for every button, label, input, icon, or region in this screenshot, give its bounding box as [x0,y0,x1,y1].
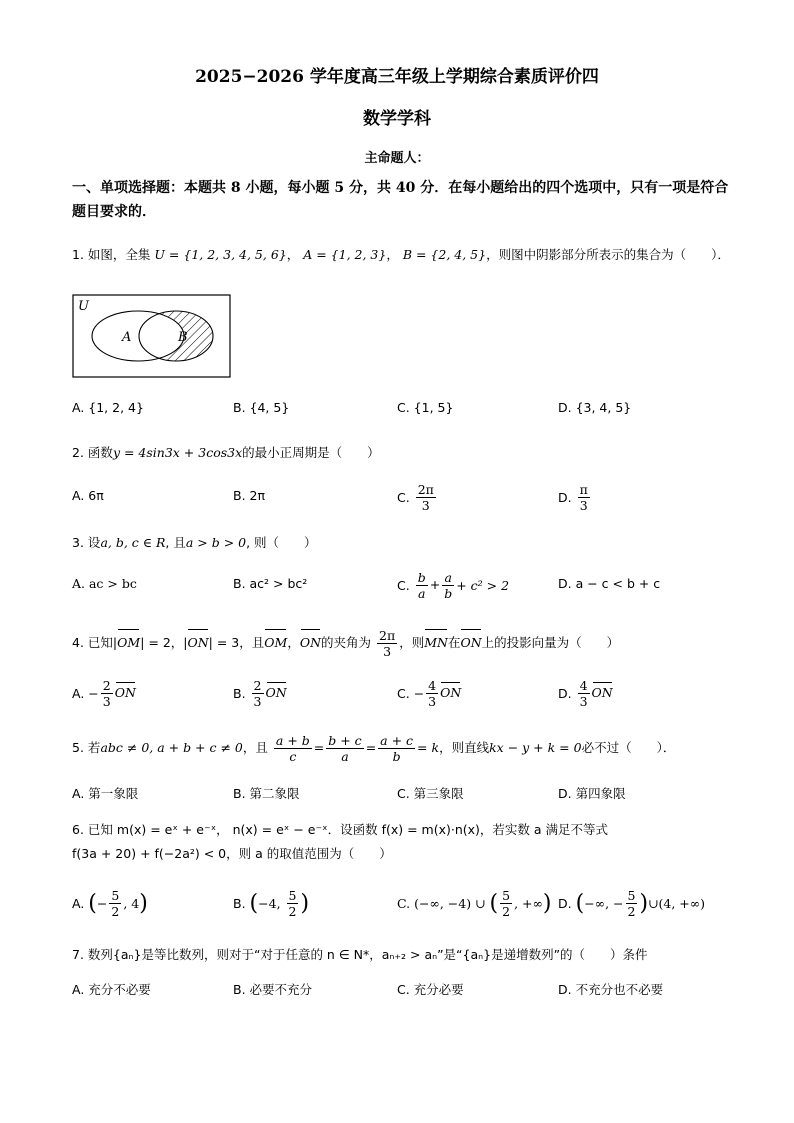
q2-options [72,482,732,512]
q5-option-a[interactable]: A. 第一象限 [72,786,139,801]
q3-options [72,570,732,600]
q7-option-c[interactable]: C. 充分必要 [397,982,464,997]
set-b: B = {2, 4, 5} [402,247,487,262]
function-expr: y = 4sin3x + 3cos3x [112,445,243,460]
q1-option-a[interactable]: A. {1, 2, 4} [72,400,144,415]
author-line: 主命题人： [364,151,430,166]
q6-option-c[interactable]: C. (−∞, −4) ∪ ( $\frac{5}{2}$ , +∞) [397,888,552,919]
q6-option-d[interactable]: D. (−∞, − $\frac{5}{2}$ )∪(4, +∞) [558,888,706,919]
q3-option-a[interactable]: A. ac > bc [72,576,137,591]
q5-options [72,784,732,814]
q7-option-a[interactable]: A. 充分不必要 [72,982,151,997]
question-6: 6. 已知 m(x) = eˣ + e⁻ˣ， n(x) = eˣ − e⁻ˣ．设函数 f(x) = m(x)·n(x)，若实数 a 满足不等式 f(3a + 20) + f(−2a²) < 0，则 a 的取值范围为（ ） [72,822,609,861]
q4-option-a[interactable]: A. − $\frac{2}{3}$ ON [72,678,136,709]
q4-option-d[interactable]: D. $\frac{4}{3}$ ON [558,678,613,709]
question-4: 4. 已知|OM| = 2，|ON| = 3，且OM，ON的夹角为 $\frac{2\pi}{3}$ ，则MN在ON上的投影向量为（ ） [72,628,620,659]
q4-option-c[interactable]: C. − $\frac{4}{3}$ ON [397,678,462,709]
vector-om: OM [117,632,140,654]
q2-option-b[interactable]: B. 2π [233,488,266,503]
q1-option-d[interactable]: D. {3, 4, 5} [558,400,632,415]
q7-option-d[interactable]: D. 不充分也不必要 [558,982,664,997]
q6-options [72,888,732,928]
q6-option-a[interactable]: A. (− $\frac{5}{2}$ , 4) [72,888,148,919]
fraction: $\frac{\pi}{3}$ [579,482,588,513]
universal-set: U = {1, 2, 3, 4, 5, 6} [154,247,287,262]
vector-mn: MN [424,632,448,654]
q2-option-d[interactable]: D. $\frac{\pi}{3}$ [558,482,588,513]
q7-options [72,980,732,1010]
question-1: 1. 如图，全集 U = {1, 2, 3, 4, 5, 6}， A = {1, 2, 3}， B = {2, 4, 5}，则图中阴影部分所表示的集合为（ ）． [72,247,730,262]
set-a: A = {1, 2, 3} [303,247,387,262]
q4-options [72,678,732,708]
q3-option-c[interactable]: C. $\frac{b}{a}$ + $\frac{a}{b}$ + c² > 2 [397,570,510,601]
q3-option-d[interactable]: D. a − c < b + c [558,576,661,591]
q2-option-c[interactable]: C. $\frac{2\pi}{3}$ [397,482,434,513]
question-3: 3. 设a, b, c ∈ R, 且a > b > 0, 则（ ） [72,535,317,550]
fraction: $\frac{2\pi}{3}$ [417,482,434,513]
q5-option-d[interactable]: D. 第四象限 [558,786,626,801]
q5-option-c[interactable]: C. 第三象限 [397,786,464,801]
label-a: A [122,330,132,345]
line-equation: kx − y + k = 0 [489,740,582,755]
venn-diagram [72,294,232,380]
section-heading: 一、单项选择题：本题共 8 小题，每小题 5 分，共 40 分．在每小题给出的四个选项中，只有一项是符合题目要求的． [72,180,729,220]
question-7: 7. 数列{aₙ}是等比数列，则对于“对于任意的 n ∈ N*，aₙ₊₂ > aₙ”是“{aₙ}是递增数列”的（ ）条件 [72,947,648,962]
q4-option-b[interactable]: B. $\frac{2}{3}$ ON [233,678,287,709]
q5-option-b[interactable]: B. 第二象限 [233,786,300,801]
q2-option-a[interactable]: A. 6π [72,488,104,503]
q7-option-b[interactable]: B. 必要不充分 [233,982,313,997]
label-u: U [78,299,89,314]
q3-option-b[interactable]: B. ac² > bc² [233,576,308,591]
label-b: B [178,330,188,345]
question-2: 2. 函数y = 4sin3x + 3cos3x的最小正周期是（ ） [72,445,380,460]
q1-option-c[interactable]: C. {1, 5} [397,400,454,415]
angle-fraction: $\frac{2\pi}{3}$ [379,628,396,659]
q1-options [72,400,732,430]
vector-on: ON [187,632,208,654]
question-5: 5. 若abc ≠ 0, a + b + c ≠ 0，且 $\frac{a + b}{c}$ = $\frac{b + c}{a}$ = $\frac{a + c}{b}$ = k，则直线kx − y + k = 0必不过（ ）． [72,733,676,764]
exam-title: 2025−2026 学年度高三年级上学期综合素质评价四 [195,67,599,87]
q1-option-b[interactable]: B. {4, 5} [233,400,290,415]
subject-title: 数学学科 [363,109,431,129]
q6-option-b[interactable]: B. (−4, $\frac{5}{2}$ ) [233,888,310,919]
